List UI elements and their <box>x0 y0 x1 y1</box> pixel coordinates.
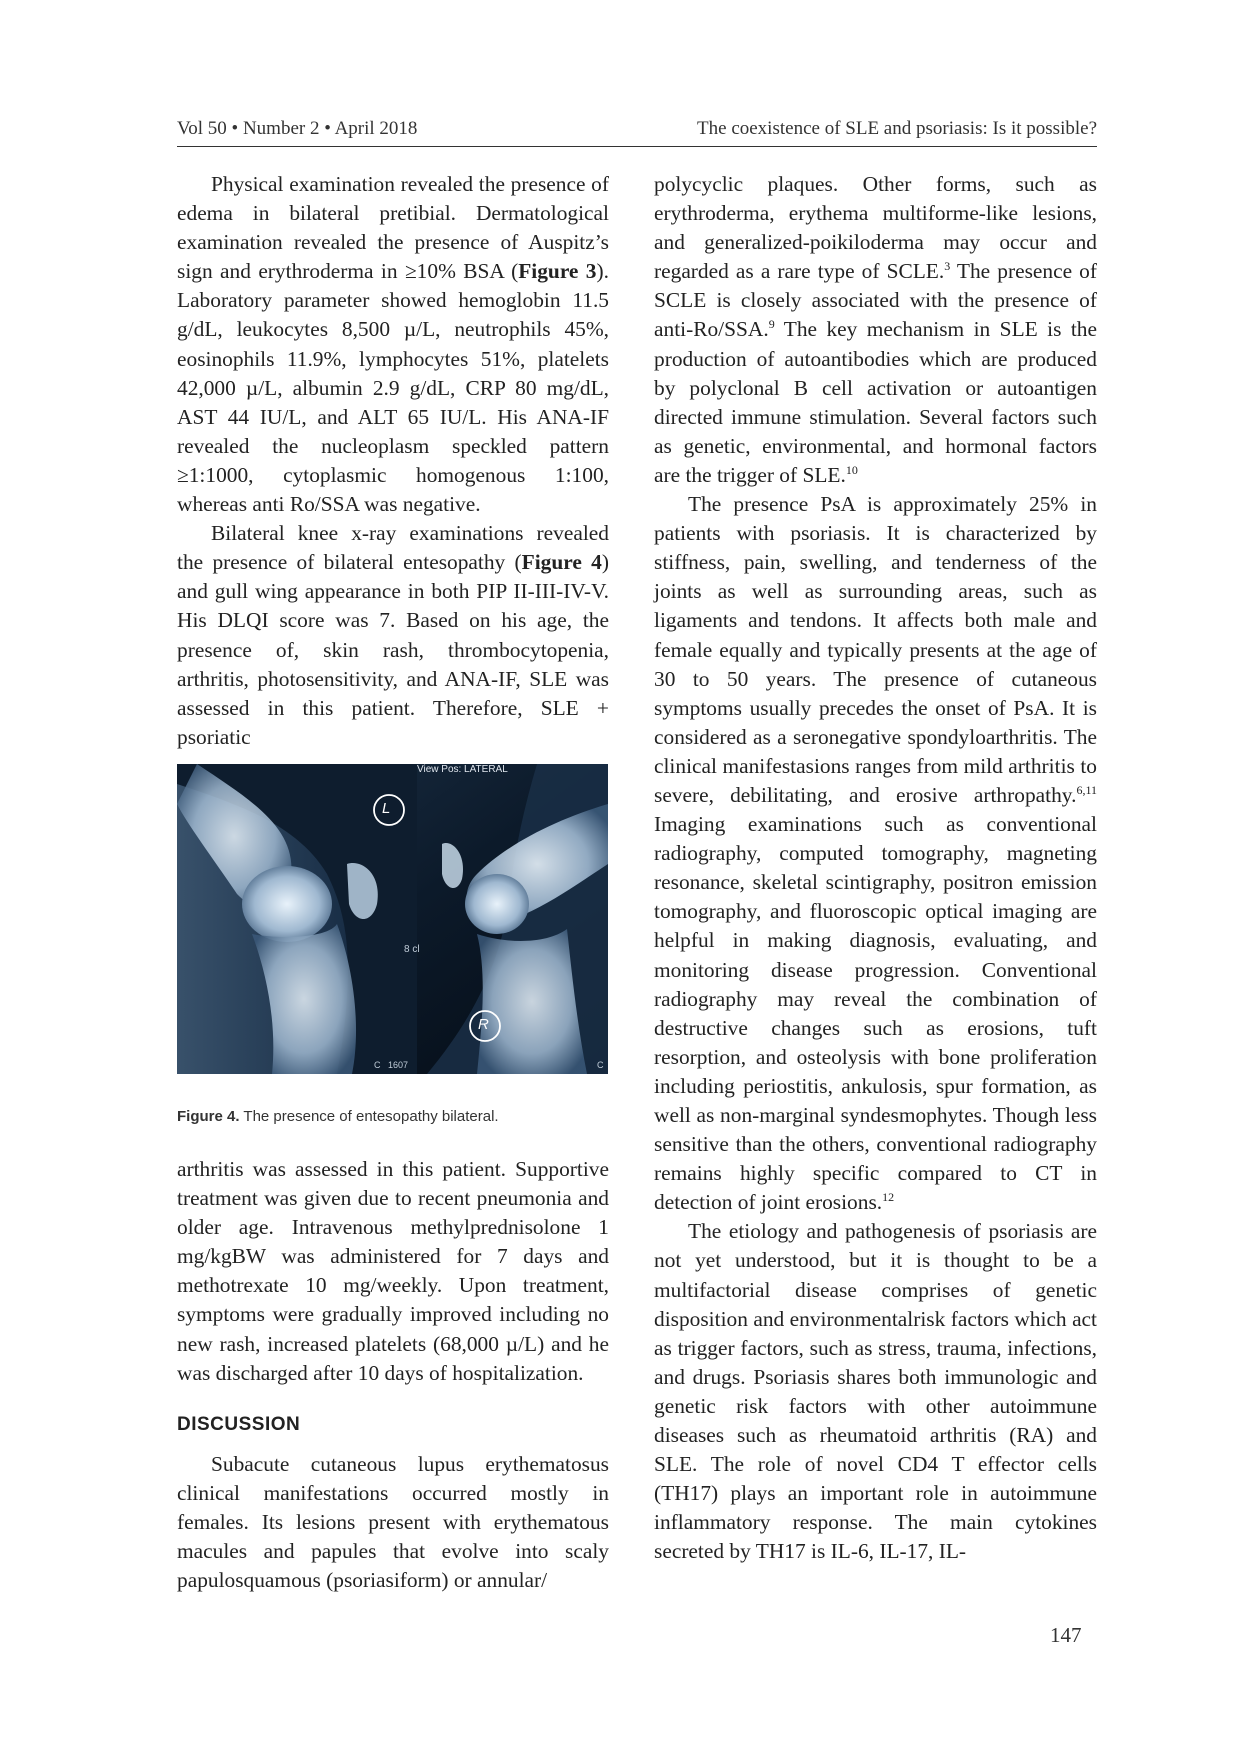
citation-6-11[interactable]: 6,11 <box>1076 782 1097 797</box>
knee-xray-figure <box>177 764 608 1074</box>
citation-9[interactable]: 9 <box>768 317 775 332</box>
section-heading-discussion: DISCUSSION <box>177 1414 301 1435</box>
paragraph-scle: Subacute cutaneous lupus erythematosus clinical manifestations occurred mostly in females. Its lesions present with erythematous macules and papules that evolve into scaly papulosquamous (psoriasiform) or annular/ <box>177 1452 609 1593</box>
caption-label: Figure 4. <box>177 1108 240 1125</box>
left-column-bottom <box>177 1450 609 1595</box>
figure-4-caption <box>177 1108 608 1125</box>
figure-3-ref[interactable]: Figure 3 <box>518 259 597 284</box>
article-short-title: The coexistence of SLE and psoriasis: Is it possible? <box>697 118 1097 139</box>
paragraph-scle-forms: polycyclic plaques. Other forms, such as erythroderma, erythema multiforme-like lesions, and generalized-poikiloderma may occur and regarded as a rare type of SCLE.$^3$ The presence of SCLE is closely associated with the presence of anti-Ro/SSA.$^9$ The key mechanism in SLE is the production of autoantibodies which are produced by polyclonal B cell activation or autoantigen directed immune stimulation. Several factors such as genetic, environmental, and hormonal factors are the trigger of SLE.$^{10}$ <box>654 172 1097 487</box>
page-number: 147 <box>1050 1623 1082 1647</box>
xray-corner-text: C <box>597 1060 604 1070</box>
xray-mid-text: 8 cl <box>404 944 420 955</box>
right-marker-label: R <box>478 1016 489 1033</box>
citation-10[interactable]: 10 <box>845 462 858 477</box>
left-marker-label: L <box>382 800 391 817</box>
view-position-label: View Pos: LATERAL <box>417 764 508 775</box>
xray-bottom-text: C 1607 <box>374 1060 409 1070</box>
paragraph-etiology: The etiology and pathogenesis of psoriasis are not yet understood, but it is thought to be a multifactorial disease comprises of genetic disposition and environmentalrisk factors which act as trigger factors, such as stress, trauma, infections, and drugs. Psoriasis shares both immunologic and genetic risk factors with other autoimmune diseases such as rheumatoid arthritis (RA) and SLE. The role of novel CD4 T effector cells (TH17) plays an important role in autoimmune inflammatory response. The main cytokines secreted by TH17 is IL-6, IL-17, IL- <box>654 1219 1097 1564</box>
caption-text: The presence of entesopathy bilateral. <box>239 1108 499 1125</box>
paragraph-physical-exam: Physical examination revealed the presence of edema in bilateral pretibial. Dermatological examination revealed the presence of Auspitz’s sign and erythroderma in ≥10% BSA (Figure 3). Laboratory parameter showed hemoglobin 11.5 g/dL, leukocytes 8,500 µ/L, neutrophils 45%, eosinophils 11.9%, lymphocytes 51%, platelets 42,000 µ/L, albumin 2.9 g/dL, CRP 80 mg/dL, AST 44 IU/L, and ALT 65 IU/L. His ANA-IF revealed the nucleoplasm speckled pattern ≥1:1000, cytoplasmic homogenous 1:100, whereas anti Ro/SSA was negative. <box>177 172 609 517</box>
paragraph-treatment: arthritis was assessed in this patient. Supportive treatment was given due to recent pneumonia and older age. Intravenous methylprednisolone 1 mg/kgBW was administered for 7 days and methotrexate 10 mg/weekly. Upon treatment, symptoms were gradually improved including no new rash, increased platelets (68,000 µ/L) and he was discharged after 10 days of hospitalization. <box>177 1157 609 1385</box>
paragraph-psa: The presence PsA is approximately 25% in patients with psoriasis. It is characterized by stiffness, pain, swelling, and tenderness of the joints as well as surrounding areas, such as ligaments and tendons. It affects both male and female equally and typically presents at the age of 30 to 50 years. The presence of cutaneous symptoms usually precedes the onset of PsA. It is considered as a seronegative spondyloarthritis. The clinical manifestasions ranges from mild arthritis to severe, debilitating, and erosive arthropathy.$^{6,11}$ Imaging examinations such as conventional radiography, computed tomography, magneting resonance, skeletal scintigraphy, positron emission tomography, and fluoroscopic optical imaging are helpful in making diagnosis, evaluating, and monitoring disease progression. Conventional radiography may reveal the combination of destructive changes such as erosions, tuft resorption, and osteolysis with bone proliferation including periostitis, ankulosis, spur formation, as well as non-marginal syndesmophytes. Though less sensitive than the others, conventional radiography remains highly specific compared to CT in detection of joint erosions.$^{12}$ <box>654 492 1097 1215</box>
left-column-top <box>177 170 609 752</box>
journal-issue: Vol 50 • Number 2 • April 2018 <box>177 118 418 139</box>
left-column-middle <box>177 1155 609 1388</box>
figure-4-ref[interactable]: Figure 4 <box>521 550 602 575</box>
xray-image <box>177 764 608 1074</box>
right-column <box>654 170 1097 1567</box>
paragraph-xray: Bilateral knee x-ray examinations revealed the presence of bilateral entesopathy (Figure 4) and gull wing appearance in both PIP II-III-IV-V. His DLQI score was 7. Based on his age, the presence of, skin rash, thrombocytopenia, arthritis, photosensitivity, and ANA-IF, SLE was assessed in this patient. Therefore, SLE + psoriatic <box>177 521 610 749</box>
citation-12[interactable]: 12 <box>882 1190 895 1205</box>
citation-3[interactable]: 3 <box>944 259 951 274</box>
running-header <box>177 118 1097 147</box>
